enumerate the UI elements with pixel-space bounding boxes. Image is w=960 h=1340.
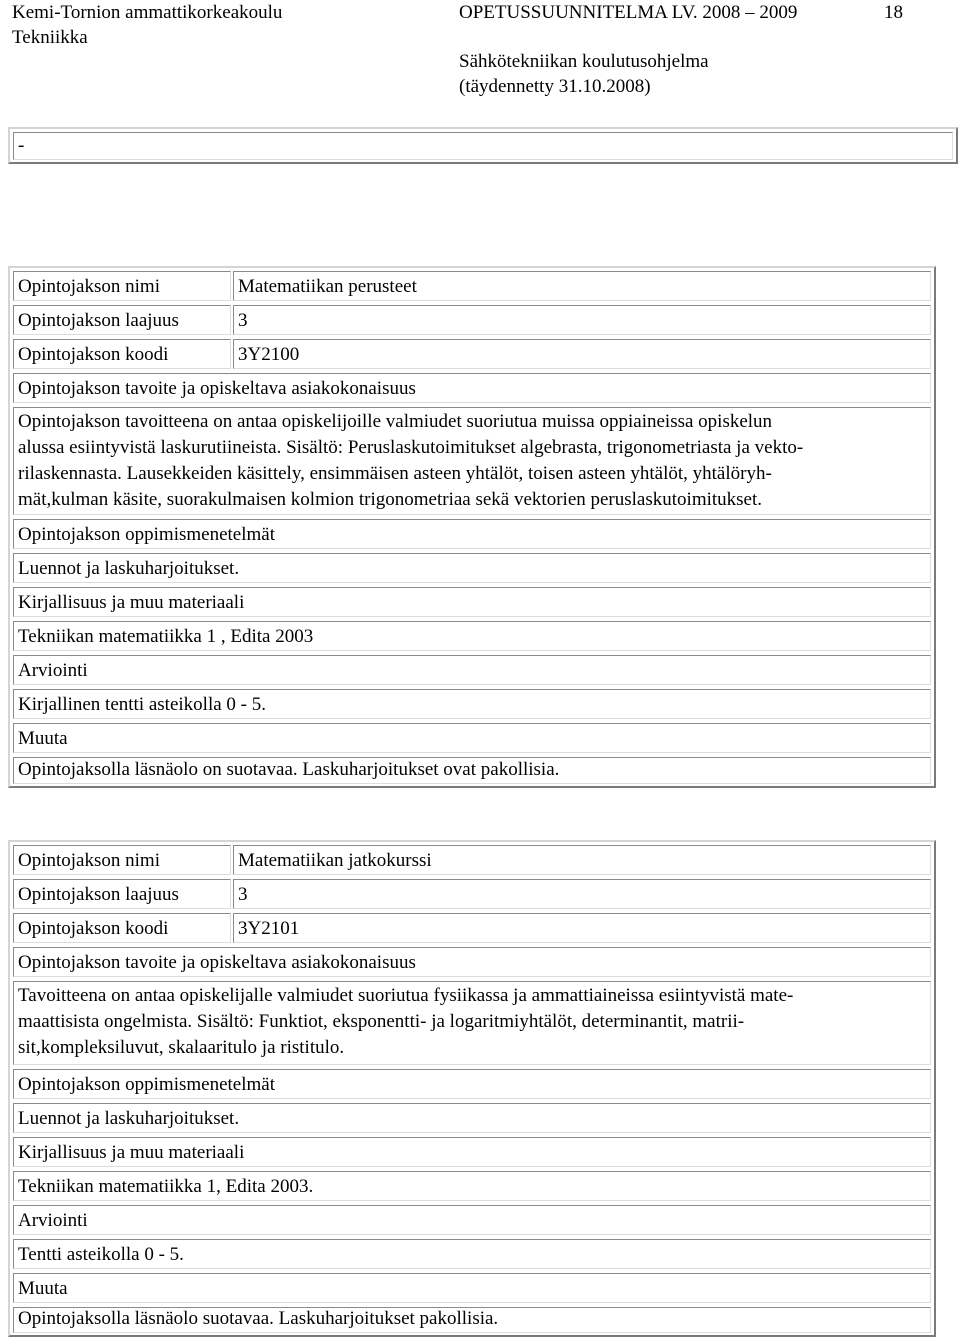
- course-code-cell: [233, 339, 931, 369]
- course-other: Opintojaksolla läsnäolo on suotavaa. Laskuharjoitukset ovat pakollisia.: [18, 759, 560, 780]
- course-goal-line: maattisista ongelmista. Sisältö: Funktiot, eksponentti- ja logaritmiyhtälöt, determinantit, matrii-: [18, 1011, 745, 1032]
- course-methods-label-cell: [13, 1069, 931, 1099]
- course-literature-label: Kirjallisuus ja muu materiaali: [18, 1142, 245, 1163]
- course-name-cell: [233, 271, 931, 301]
- course-goal-line: sit,kompleksiluvut, skalaaritulo ja ristitulo.: [18, 1037, 345, 1058]
- course-goal-label: Opintojakson tavoite ja opiskeltava asiakokonaisuus: [18, 952, 416, 973]
- course-name-label: Opintojakson nimi: [18, 850, 160, 871]
- course-other-label-cell: [13, 1273, 931, 1303]
- course-assessment-label-cell: [13, 655, 931, 685]
- course-goal-cell: [13, 981, 931, 1065]
- course-goal-line: mät,kulman käsite, suorakulmaisen kolmion trigonometriaa sekä vektorien peruslaskutoimitukset.: [18, 489, 763, 510]
- course-table-2: [8, 840, 936, 1337]
- course-assessment-label: Arviointi: [18, 1210, 88, 1231]
- course-goal-label-cell: [13, 373, 931, 403]
- update-note: (täydennetty 31.10.2008): [459, 76, 651, 97]
- course-name-label: Opintojakson nimi: [18, 276, 160, 297]
- course-methods-label-cell: [13, 519, 931, 549]
- course-name: Matematiikan perusteet: [238, 276, 417, 297]
- course-scope: 3: [238, 884, 248, 905]
- school-name: Kemi-Tornion ammattikorkeakoulu: [12, 2, 283, 23]
- course-literature-label: Kirjallisuus ja muu materiaali: [18, 592, 245, 613]
- course-scope-label-cell: [13, 879, 231, 909]
- course-goal-cell: [13, 407, 931, 515]
- course-literature-label-cell: [13, 1137, 931, 1167]
- course-name-label-cell: [13, 845, 231, 875]
- course-other-label: Muuta: [18, 1278, 68, 1299]
- course-table-1: [8, 266, 936, 788]
- course-literature-cell: [13, 1171, 931, 1201]
- course-assessment-label-cell: [13, 1205, 931, 1235]
- course-literature-cell: [13, 621, 931, 651]
- top-box: [8, 127, 958, 164]
- course-goal-label: Opintojakson tavoite ja opiskeltava asiakokonaisuus: [18, 378, 416, 399]
- course-goal-label-cell: [13, 947, 931, 977]
- course-code: 3Y2101: [238, 918, 300, 939]
- course-scope-cell: [233, 305, 931, 335]
- course-name-label-cell: [13, 271, 231, 301]
- course-name-cell: [233, 845, 931, 875]
- course-scope-label: Opintojakson laajuus: [18, 310, 179, 331]
- course-literature: Tekniikan matematiikka 1 , Edita 2003: [18, 626, 314, 647]
- course-assessment-cell: [13, 1239, 931, 1269]
- course-assessment: Kirjallinen tentti asteikolla 0 - 5.: [18, 694, 266, 715]
- course-scope-label-cell: [13, 305, 231, 335]
- course-other-label: Muuta: [18, 728, 68, 749]
- course-code-label-cell: [13, 913, 231, 943]
- page-number: 18: [884, 2, 903, 23]
- course-literature-label-cell: [13, 587, 931, 617]
- course-scope-label: Opintojakson laajuus: [18, 884, 179, 905]
- course-goal-line: rilaskennasta. Lausekkeiden käsittely, ensimmäisen asteen yhtälöt, toisen asteen yhtälöt, yhtälöryh-: [18, 463, 772, 484]
- course-other: Opintojaksolla läsnäolo suotavaa. Laskuharjoitukset pakollisia.: [18, 1308, 499, 1329]
- department-name: Tekniikka: [12, 27, 88, 48]
- course-other-label-cell: [13, 723, 931, 753]
- course-methods-cell: [13, 553, 931, 583]
- course-code-label: Opintojakson koodi: [18, 918, 169, 939]
- course-methods-label: Opintojakson oppimismenetelmät: [18, 524, 275, 545]
- course-other-cell: [13, 1307, 931, 1333]
- course-code: 3Y2100: [238, 344, 300, 365]
- course-methods-label: Opintojakson oppimismenetelmät: [18, 1074, 275, 1095]
- course-goal-line: alussa esiintyvistä laskurutiineista. Sisältö: Peruslaskutoimitukset algebrasta, trigonometriasta ja vekto-: [18, 437, 804, 458]
- document-title: OPETUSSUUNNITELMA LV. 2008 – 2009: [459, 2, 798, 23]
- course-goal-line: Tavoitteena on antaa opiskelijalle valmiudet suoriutua fysiikassa ja ammattiaineissa esiintyvistä mate-: [18, 985, 794, 1006]
- course-code-cell: [233, 913, 931, 943]
- top-box-cell: [13, 132, 953, 160]
- course-methods: Luennot ja laskuharjoitukset.: [18, 558, 240, 579]
- course-assessment-label: Arviointi: [18, 660, 88, 681]
- course-other-cell: [13, 757, 931, 784]
- top-box-text: -: [18, 135, 25, 156]
- course-goal-line: Opintojakson tavoitteena on antaa opiskelijoille valmiudet suoriutua muissa oppiaineissa opiskelun: [18, 411, 773, 432]
- course-scope: 3: [238, 310, 248, 331]
- course-literature: Tekniikan matematiikka 1, Edita 2003.: [18, 1176, 314, 1197]
- course-assessment-cell: [13, 689, 931, 719]
- course-assessment: Tentti asteikolla 0 - 5.: [18, 1244, 184, 1265]
- course-code-label: Opintojakson koodi: [18, 344, 169, 365]
- programme-name: Sähkötekniikan koulutusohjelma: [459, 51, 709, 72]
- course-scope-cell: [233, 879, 931, 909]
- course-methods: Luennot ja laskuharjoitukset.: [18, 1108, 240, 1129]
- course-name: Matematiikan jatkokurssi: [238, 850, 432, 871]
- course-methods-cell: [13, 1103, 931, 1133]
- course-code-label-cell: [13, 339, 231, 369]
